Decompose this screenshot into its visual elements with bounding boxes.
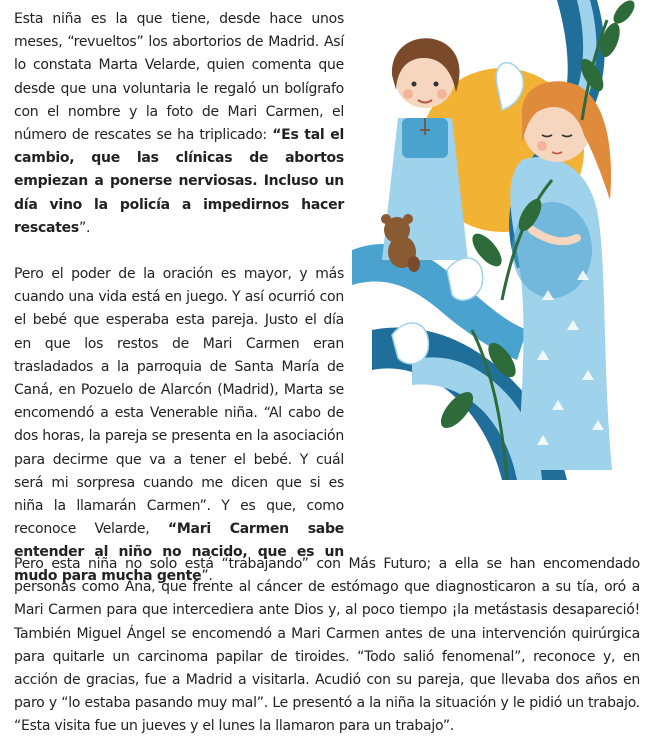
pregnant-woman-figure [510,81,612,470]
paragraph-1-text: Esta niña es la que tiene, desde hace unos meses, “revueltos” los abortorios de Madrid. Así lo constata Marta Velarde, quien comenta que desde que una voluntaria le regaló un bolígrafo con el nombre y la foto de Mari Carmen, el número de rescates se ha triplicado: [14,11,344,144]
illustration [352,0,654,480]
paragraph-2-text: Pero el poder de la oración es mayor, y más cuando una vida está en juego. Y así ocurrió con el bebé que esperaba esta pareja. Justo el día en que los restos de Mari Carmen eran trasladados a la parroquia de Santa María de Caná, en Pozuelo de Alarcón (Madrid), Marta se encomendó a esta Venerable niña. “Al cabo de dos horas, la pareja se presenta en la asociación para decirme que va a tener el bebé. Y cuál será mi sorpresa cuando me dicen que si es niña la llamarán Carmen”. Y es que, como reconoce Velarde, [14,266,344,538]
paragraph-3: Pero esta niña no solo está “trabajando” con Más Futuro; a ella se han encomendado personas como Ana, que frente al cáncer de estómago que diagnosticaron a su tía, oró a Mari Carmen para que intercediera ante Dios y, al poco tiempo ¡la metástasis desapareció! También Miguel Ángel se encomendó a Mari Carmen antes de una intervención quirúrgica para quitarle un carcinoma papilar de tiroides. “Todo salió fenomenal”, reconoce y, en acción de gracias, fue a Madrid a visitarla. Acudió con su pareja, que llevaba dos años en paro y “lo estaba pasando muy mal”. Le presentó a la niña la situación y le pidió un trabajo. “Esta visita fue un jueves y el lunes la llamaron para un trabajo”. [14,556,640,735]
paragraph-2 [14,263,344,588]
paragraph-2-quote: “Mari Carmen sabe entender al niño no nacido, que es un mudo para mucha gente [14,521,344,584]
article-full-width-text [14,553,640,739]
paragraph-1 [14,8,344,240]
paragraph-2-end: ”. [201,567,213,584]
paragraph-1-end: ”. [79,219,91,236]
article-column-text [14,8,344,611]
paragraph-1-quote: “Es tal el cambio, que las clínicas de abortos empiezan a ponerse nerviosas. Incluso un día vino la policía a impedirnos hacer rescates [14,127,344,236]
